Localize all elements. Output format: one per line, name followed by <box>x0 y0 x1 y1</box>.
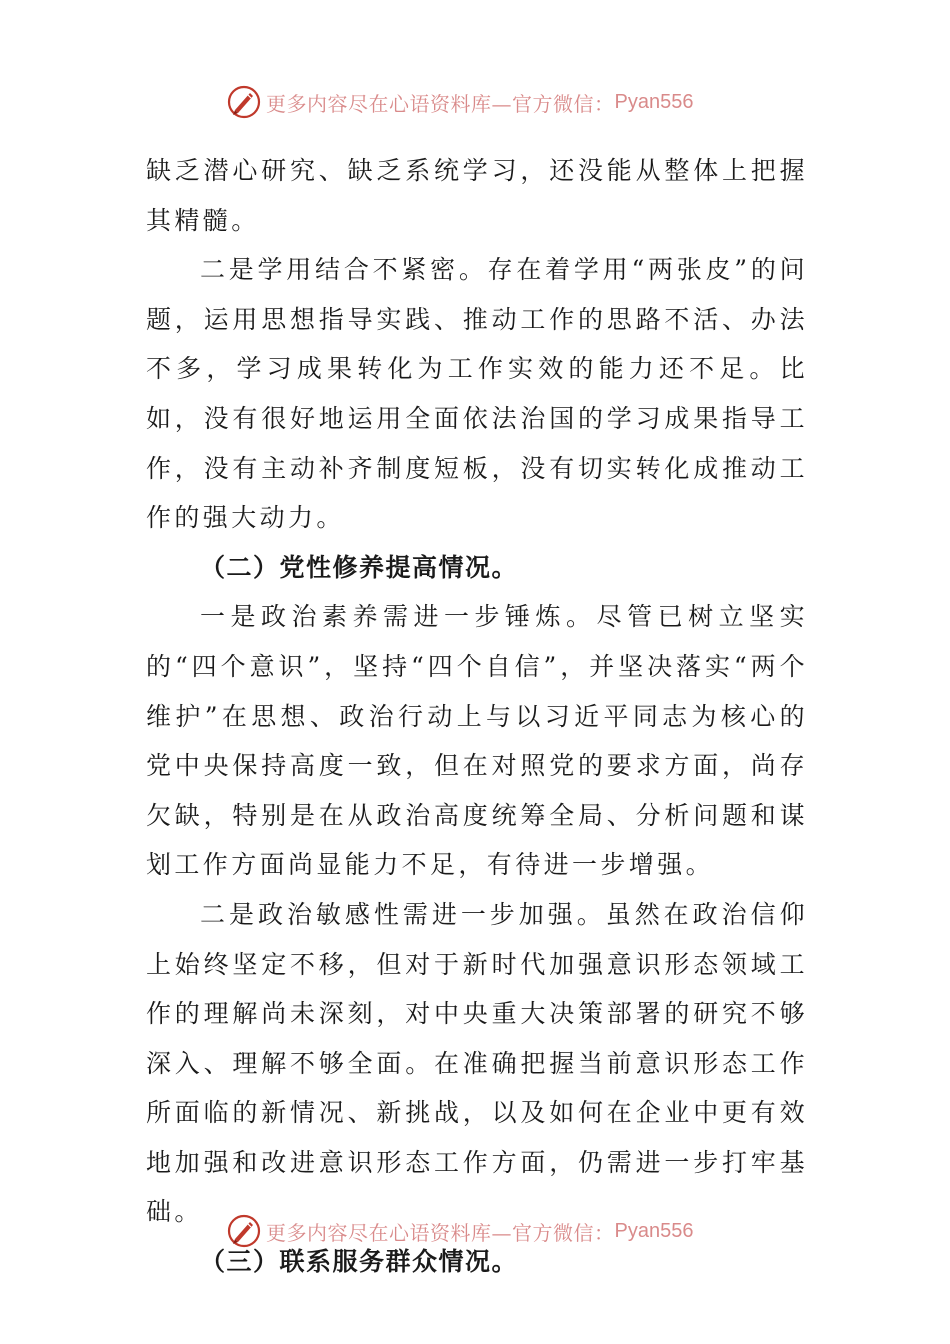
pen-logo-icon <box>226 1213 262 1249</box>
header-banner <box>226 82 693 122</box>
banner-text: 更多内容尽在心语资料库—官方微信： <box>266 91 615 116</box>
pen-logo-icon <box>226 84 262 120</box>
paragraph-political-sensitivity: 二是政治敏感性需进一步加强。虽然在政治信仰上始终坚定不移，但对于新时代加强意识形态领域工作的理解尚未深刻，对中央重大决策部署的研究不够深入、理解不够全面。在准确把握当前意识形态工作所面临的新情况、新挑战，以及如何在企业中更有效地加强和改进意识形态工作方面，仍需进一步打牢基础。 <box>146 899 808 1227</box>
paragraph-political-literacy: 一是政治素养需进一步锤炼。尽管已树立坚实的“四个意识”，坚持“四个自信”，并坚决落实“两个维护”在思想、政治行动上与以习近平同志为核心的党中央保持高度一致，但在对照党的要求方面，尚存欠缺，特别是在从政治高度统筹全局、分析问题和谋划工作方面尚显能力不足，有待进一步增强。 <box>146 602 808 880</box>
document-body <box>146 146 808 1287</box>
section-heading-serving-masses: （三）联系服务群众情况。 <box>200 1247 519 1277</box>
banner-wechat-id: Pyan556 <box>614 1219 694 1242</box>
banner-wechat-id: Pyan556 <box>614 90 694 113</box>
section-heading-party-spirit: （二）党性修养提高情况。 <box>200 552 519 582</box>
banner-text: 更多内容尽在心语资料库—官方微信： <box>266 1220 615 1245</box>
footer-banner <box>226 1211 693 1251</box>
paragraph-study-application: 二是学用结合不紧密。存在着学用“两张皮”的问题，运用思想指导实践、推动工作的思路不活、办法不多，学习成果转化为工作实效的能力还不足。比如，没有很好地运用全面依法治国的学习成果指导工作，没有主动补齐制度短板，没有切实转化成推动工作的强大动力。 <box>146 255 808 533</box>
paragraph-continuation: 缺乏潜心研究、缺乏系统学习，还没能从整体上把握其精髓。 <box>146 156 808 235</box>
